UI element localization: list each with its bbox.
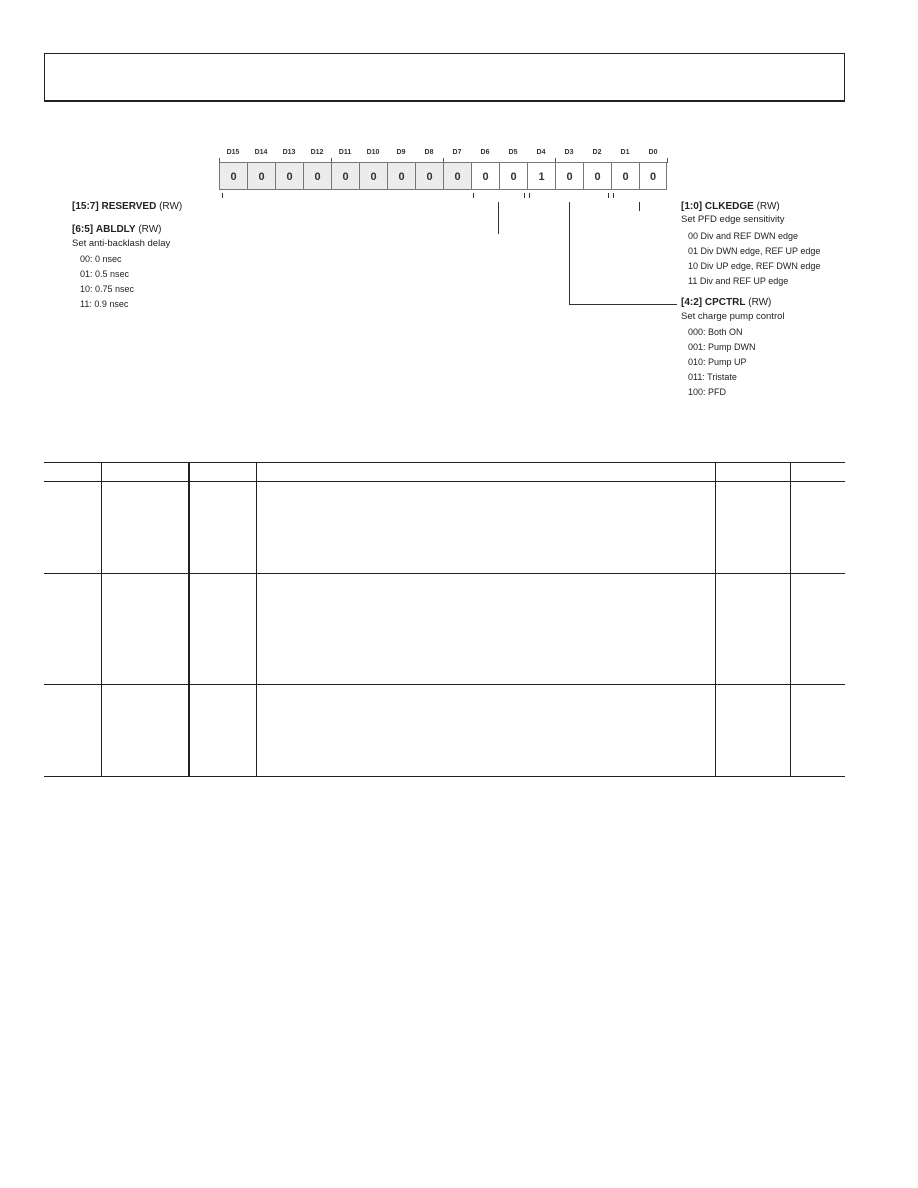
clkedge-leader-line [639, 202, 640, 211]
table-header-row [44, 463, 845, 482]
bit-cell: 0 [499, 162, 527, 190]
bit-cell: 0 [555, 162, 583, 190]
bit-label: D13 [282, 149, 296, 156]
table-header-cell [790, 463, 845, 482]
table-cell [189, 482, 256, 574]
field-option: 100: PFD [688, 387, 727, 397]
table-header-cell [256, 463, 715, 482]
cpctrl-leader-line-horizontal [569, 304, 677, 305]
field-tick [524, 193, 525, 198]
bit-label: D9 [396, 149, 406, 156]
page-header-box [44, 53, 845, 102]
bit-label: D14 [254, 149, 268, 156]
field-description: Set anti-backlash delay [72, 238, 171, 249]
table-cell [189, 574, 256, 685]
bit-cell: 0 [387, 162, 415, 190]
bit-label: D15 [226, 149, 240, 156]
bit-cell: 0 [219, 162, 247, 190]
field-access: (RW) [748, 297, 772, 308]
bit-cell: 0 [415, 162, 443, 190]
bit-label: D12 [310, 149, 324, 156]
field-option: 011: Tristate [688, 372, 737, 382]
field-option: 001: Pump DWN [688, 342, 756, 352]
field-name: CPCTRL [704, 297, 746, 308]
field-reserved [72, 201, 182, 212]
field-tick [222, 193, 223, 198]
table-header-cell [101, 463, 189, 482]
field-access: (RW) [138, 224, 162, 235]
bit-cell: 1 [527, 162, 555, 190]
bit-cells [219, 162, 668, 190]
table-row [44, 685, 845, 777]
bit-label: D4 [536, 149, 546, 156]
table-header-cell [44, 463, 101, 482]
field-option: 00: 0 nsec [80, 254, 122, 264]
abldly-leader-line [498, 202, 499, 234]
table-cell [44, 482, 101, 574]
table-cell [101, 574, 189, 685]
table-cell [715, 482, 790, 574]
field-option: 10: 0.75 nsec [80, 284, 135, 294]
table-cell [256, 574, 715, 685]
field-option: 10 Div UP edge, REF DWN edge [688, 261, 821, 271]
field-tick [529, 193, 530, 198]
table-row [44, 482, 845, 574]
table-cell [189, 685, 256, 777]
field-access: (RW) [756, 201, 780, 212]
table-cell [256, 685, 715, 777]
bit-label: D3 [564, 149, 574, 156]
bit-label: D10 [366, 149, 380, 156]
field-tick [613, 193, 614, 198]
field-bits: [1:0] [681, 201, 703, 212]
bit-cell: 0 [275, 162, 303, 190]
bit-label: D0 [648, 149, 658, 156]
bit-label: D1 [620, 149, 630, 156]
table-cell [101, 482, 189, 574]
field-option: 01 Div DWN edge, REF UP edge [688, 246, 821, 256]
bit-cell: 0 [247, 162, 275, 190]
field-option: 01: 0.5 nsec [80, 269, 130, 279]
bit-label: D6 [480, 149, 490, 156]
table-cell [715, 574, 790, 685]
field-cpctrl [681, 297, 771, 308]
field-description: Set PFD edge sensitivity [681, 214, 785, 225]
field-tick [473, 193, 474, 198]
field-access: (RW) [159, 201, 183, 212]
table-cell [256, 482, 715, 574]
field-bits: [6:5] [72, 224, 94, 235]
table-cell [101, 685, 189, 777]
table-cell [44, 685, 101, 777]
bit-cell: 0 [331, 162, 359, 190]
bit-description-table [44, 462, 845, 777]
table-row [44, 574, 845, 685]
bit-label: D11 [338, 149, 352, 156]
table-cell [790, 685, 845, 777]
field-name: RESERVED [101, 201, 157, 212]
cpctrl-leader-line [569, 202, 570, 305]
field-option: 00 Div and REF DWN edge [688, 231, 799, 241]
field-bits: [15:7] [72, 201, 99, 212]
field-bits: [4:2] [681, 297, 703, 308]
table-cell [715, 685, 790, 777]
field-clkedge [681, 201, 780, 212]
field-option: 11 Div and REF UP edge [688, 276, 789, 286]
field-option: 000: Both ON [688, 327, 743, 337]
bit-label: D7 [452, 149, 462, 156]
field-description: Set charge pump control [681, 311, 785, 322]
field-name: ABLDLY [95, 224, 136, 235]
table-header-cell [715, 463, 790, 482]
bit-cell: 0 [303, 162, 331, 190]
bit-cell: 0 [359, 162, 387, 190]
table-cell [790, 574, 845, 685]
bit-label: D5 [508, 149, 518, 156]
table-header-cell [189, 463, 256, 482]
bit-cell: 0 [583, 162, 611, 190]
bit-cell: 0 [611, 162, 639, 190]
table-cell [790, 482, 845, 574]
field-option: 010: Pump UP [688, 357, 747, 367]
bit-label: D8 [424, 149, 434, 156]
field-abldly [72, 224, 161, 235]
field-name: CLKEDGE [704, 201, 754, 212]
bit-cell: 0 [639, 162, 667, 190]
table-cell [44, 574, 101, 685]
field-option: 11: 0.9 nsec [80, 299, 129, 309]
register-diagram [219, 149, 668, 209]
bit-cell: 0 [443, 162, 471, 190]
bit-cell: 0 [471, 162, 499, 190]
bit-label: D2 [592, 149, 602, 156]
field-tick [608, 193, 609, 198]
